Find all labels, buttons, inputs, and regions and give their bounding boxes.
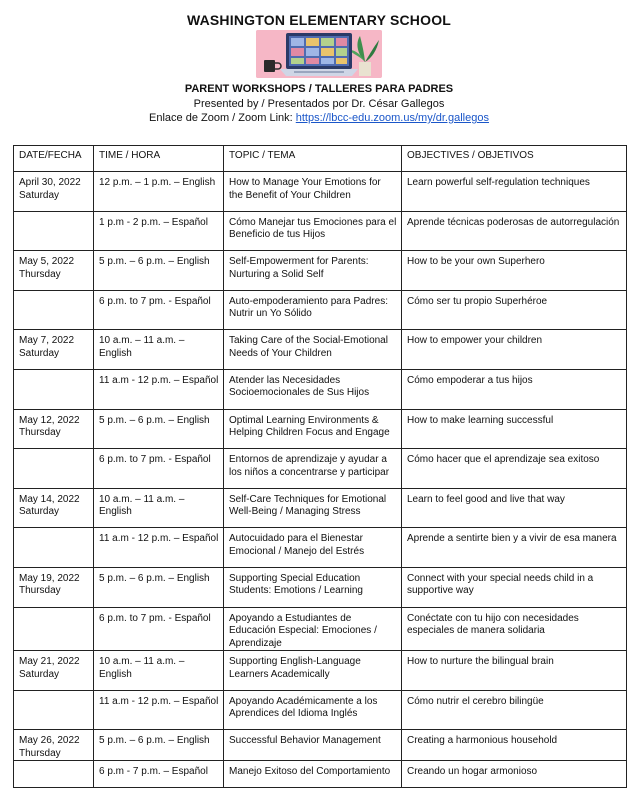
date: April 30, 2022 <box>19 177 81 188</box>
header-objectives: OBJECTIVES / OBJETIVOS <box>402 146 627 172</box>
objective-cell: How to make learning successful <box>402 409 627 449</box>
date-cell <box>14 567 94 607</box>
objective-cell: Cómo ser tu propio Superhéroe <box>402 290 627 330</box>
table-row <box>14 172 627 212</box>
objective-cell: Aprende a sentirte bien y a vivir de esa manera <box>402 528 627 568</box>
topic-cell: Successful Behavior Management <box>224 730 402 761</box>
weekday: Saturday <box>19 347 60 359</box>
time-cell: 1 p.m - 2 p.m. – Español <box>94 211 224 251</box>
topic-cell: Manejo Exitoso del Comportamiento <box>224 761 402 788</box>
time-cell: 5 p.m. – 6 p.m. – English <box>94 730 224 761</box>
objective-cell: Connect with your special needs child in a supportive way <box>402 567 627 607</box>
time-cell: 10 a.m. – 11 a.m. – English <box>94 488 224 528</box>
video-conference-laptop-icon <box>256 30 382 78</box>
date: May 26, 2022 <box>19 735 80 747</box>
date-cell <box>14 211 94 251</box>
table-header-row <box>14 146 627 172</box>
topic-cell: Self-Care Techniques for Emotional Well-Being / Managing Stress <box>224 488 402 528</box>
date-cell <box>14 369 94 409</box>
objective-cell: Cómo hacer que el aprendizaje sea exitoso <box>402 449 627 489</box>
date-cell <box>14 409 94 449</box>
table-row <box>14 290 627 330</box>
table-row <box>14 449 627 489</box>
table-row <box>14 488 627 528</box>
weekday: Thursday <box>19 747 61 759</box>
time-cell: 6 p.m. to 7 pm. - Español <box>94 290 224 330</box>
time-cell: 11 a.m - 12 p.m. – Español <box>94 690 224 730</box>
time-cell: 6 p.m. to 7 pm. - Español <box>94 449 224 489</box>
date: May 7, 2022 <box>19 335 75 347</box>
date-cell <box>14 251 94 291</box>
date-cell <box>14 607 94 651</box>
objective-cell: Learn powerful self-regulation techniques <box>402 172 627 212</box>
weekday: Thursday <box>19 585 61 597</box>
objective-cell: Cómo empoderar a tus hijos <box>402 369 627 409</box>
header-topic: TOPIC / TEMA <box>224 146 402 172</box>
topic-cell: Cómo Manejar tus Emociones para el Beneficio de tus Hijos <box>224 211 402 251</box>
time-cell: 5 p.m. – 6 p.m. – English <box>94 567 224 607</box>
weekday: Saturday <box>19 189 60 201</box>
topic-cell: How to Manage Your Emotions for the Benefit of Your Children <box>224 172 402 212</box>
zoom-link[interactable]: https://lbcc-edu.zoom.us/my/dr.gallegos <box>295 112 489 124</box>
time-cell: 12 p.m. – 1 p.m. – English <box>94 172 224 212</box>
time-cell: 6 p.m. to 7 pm. - Español <box>94 607 224 651</box>
objective-cell: Aprende técnicas poderosas de autorregulación <box>402 211 627 251</box>
date-cell <box>14 488 94 528</box>
date: May 12, 2022 <box>19 414 80 426</box>
weekday: Saturday <box>19 506 60 518</box>
date-cell <box>14 290 94 330</box>
table-row <box>14 211 627 251</box>
date-cell <box>14 330 94 370</box>
date-cell <box>14 761 94 788</box>
header-time: TIME / HORA <box>94 146 224 172</box>
date-cell <box>14 730 94 761</box>
date: May 5, 2022 <box>19 256 75 268</box>
topic-cell: Auto-empoderamiento para Padres: Nutrir un Yo Sólido <box>224 290 402 330</box>
school-title: WASHINGTON ELEMENTARY SCHOOL <box>186 12 452 28</box>
weekday: Saturday <box>19 668 60 680</box>
time-cell: 10 a.m. – 11 a.m. – English <box>94 330 224 370</box>
date-cell <box>14 449 94 489</box>
zoom-line <box>0 112 638 124</box>
time-cell: 6 p.m - 7 p.m. – Español <box>94 761 224 788</box>
topic-cell: Autocuidado para el Bienestar Emocional / Manejo del Estrés <box>224 528 402 568</box>
objective-cell: Cómo nutrir el cerebro bilingüe <box>402 690 627 730</box>
topic-cell: Self-Empowerment for Parents: Nurturing a Solid Self <box>224 251 402 291</box>
date-cell <box>14 528 94 568</box>
weekday: Thursday <box>19 268 61 280</box>
time-cell: 5 p.m. – 6 p.m. – English <box>94 251 224 291</box>
topic-cell: Apoyando Académicamente a los Aprendices del Idioma Inglés <box>224 690 402 730</box>
table-row <box>14 690 627 730</box>
weekday: Thursday <box>19 427 61 439</box>
banner-image <box>256 30 382 78</box>
date-cell <box>14 690 94 730</box>
table-row <box>14 409 627 449</box>
table-row <box>14 528 627 568</box>
objective-cell: How to empower your children <box>402 330 627 370</box>
table-row <box>14 369 627 409</box>
workshop-schedule-table <box>13 145 627 788</box>
date: May 19, 2022 <box>19 572 80 584</box>
topic-cell: Supporting English-Language Learners Academically <box>224 651 402 691</box>
presenter-line: Presented by / Presentados por Dr. César Gallegos <box>193 98 445 110</box>
objective-cell: Creating a harmonious household <box>402 730 627 761</box>
objective-cell: Creando un hogar armonioso <box>402 761 627 788</box>
workshop-subtitle: PARENT WORKSHOPS / TALLERES PARA PADRES <box>184 83 454 95</box>
time-cell: 5 p.m. – 6 p.m. – English <box>94 409 224 449</box>
topic-cell: Supporting Special Education Students: Emotions / Learning <box>224 567 402 607</box>
date-cell <box>14 172 94 212</box>
date-cell <box>14 651 94 691</box>
table-row <box>14 607 627 651</box>
table-row <box>14 730 627 761</box>
topic-cell: Apoyando a Estudiantes de Educación Especial: Emociones / Aprendizaje <box>224 607 402 651</box>
table-row <box>14 761 627 788</box>
topic-cell: Optimal Learning Environments & Helping Children Focus and Engage <box>224 409 402 449</box>
table-row <box>14 251 627 291</box>
topic-cell: Entornos de aprendizaje y ayudar a los niños a concentrarse y participar <box>224 449 402 489</box>
time-cell: 11 a.m - 12 p.m. – Español <box>94 369 224 409</box>
table-row <box>14 651 627 691</box>
time-cell: 11 a.m - 12 p.m. – Español <box>94 528 224 568</box>
table-row <box>14 330 627 370</box>
objective-cell: Learn to feel good and live that way <box>402 488 627 528</box>
zoom-label: Enlace de Zoom / Zoom Link: <box>149 112 296 124</box>
topic-cell: Atender las Necesidades Socioemocionales de Sus Hijos <box>224 369 402 409</box>
objective-cell: How to be your own Superhero <box>402 251 627 291</box>
date: May 14, 2022 <box>19 493 80 505</box>
time-cell: 10 a.m. – 11 a.m. – English <box>94 651 224 691</box>
header-date: DATE/FECHA <box>14 146 94 172</box>
date: May 21, 2022 <box>19 656 80 668</box>
topic-cell: Taking Care of the Social-Emotional Needs of Your Children <box>224 330 402 370</box>
objective-cell: Conéctate con tu hijo con necesidades especiales de manera solidaria <box>402 607 627 651</box>
table-row <box>14 567 627 607</box>
objective-cell: How to nurture the bilingual brain <box>402 651 627 691</box>
